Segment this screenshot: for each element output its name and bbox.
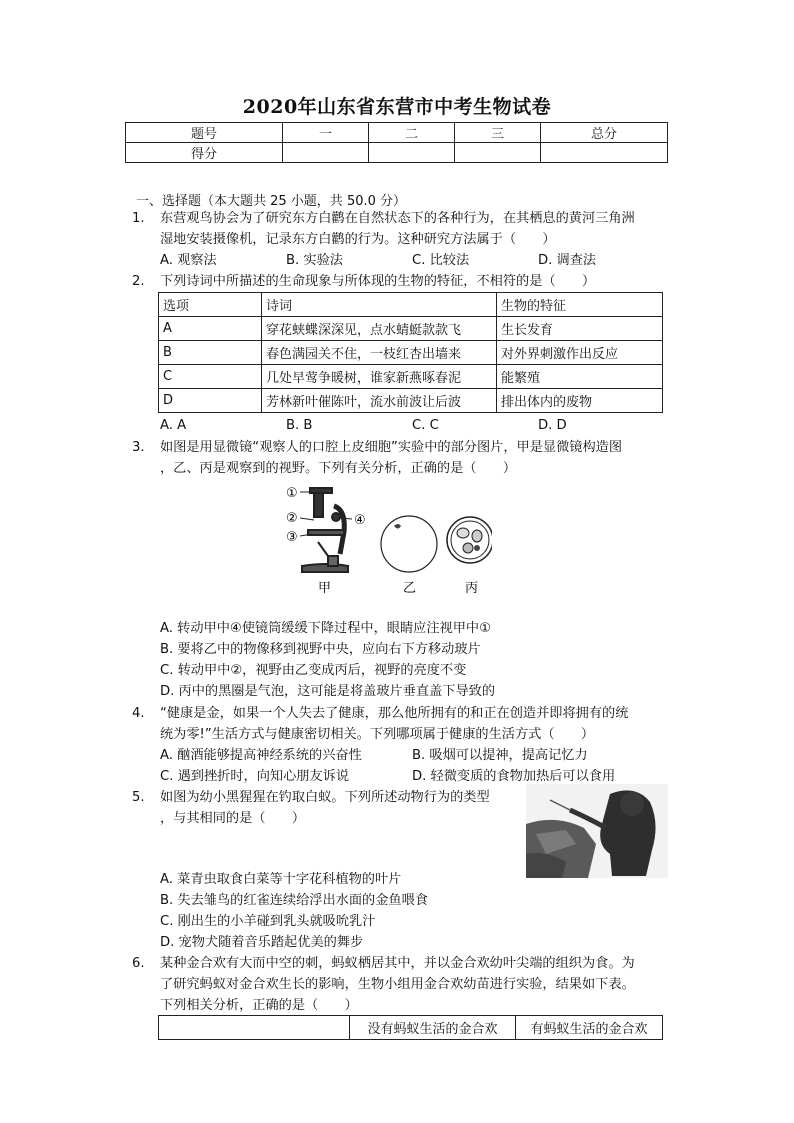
table-cell bbox=[369, 143, 455, 163]
option-c: C. 转动甲中②，视野由乙变成丙后，视野的亮度不变 bbox=[160, 663, 467, 678]
question-text: 下列相关分析，正确的是（ ） bbox=[160, 998, 358, 1013]
table-row bbox=[159, 389, 663, 413]
question-number: 6. bbox=[132, 956, 145, 971]
table-row bbox=[126, 143, 668, 163]
option-d: D. 宠物犬随着音乐踏起优美的舞步 bbox=[160, 935, 364, 950]
table-header: 诗词 bbox=[262, 293, 497, 317]
marker-2: ② bbox=[286, 511, 298, 526]
option-a: A. 观察法 bbox=[160, 253, 217, 268]
option-d: D. D bbox=[538, 418, 567, 433]
table-cell bbox=[455, 143, 541, 163]
question-text: 某种金合欢有大而中空的刺，蚂蚁栖居其中，并以金合欢幼叶尖端的组织为食。为 bbox=[160, 956, 635, 971]
table-cell: 得分 bbox=[126, 143, 283, 163]
table-row bbox=[159, 293, 663, 317]
options bbox=[160, 745, 666, 766]
table-cell: 春色满园关不住，一枝红杏出墙来 bbox=[262, 341, 497, 365]
microscope-figure bbox=[282, 484, 492, 598]
table-cell: 三 bbox=[455, 123, 541, 143]
table-row bbox=[159, 365, 663, 389]
table-cell: C bbox=[159, 365, 262, 389]
table-header: 有蚂蚁生活的金合欢 bbox=[516, 1016, 663, 1040]
table-cell: A bbox=[159, 317, 262, 341]
score-table bbox=[125, 122, 668, 163]
table-cell: 二 bbox=[369, 123, 455, 143]
table-cell bbox=[541, 143, 668, 163]
option-c: C. 遇到挫折时，向知心朋友诉说 bbox=[160, 769, 350, 784]
table-cell: 穿花蛱蝶深深见，点水蜻蜓款款飞 bbox=[262, 317, 497, 341]
chimpanzee-photo bbox=[526, 784, 668, 878]
table-header bbox=[159, 1016, 350, 1040]
question-number: 5. bbox=[132, 790, 145, 805]
option-d: D. 丙中的黑圈是气泡，这可能是将盖玻片垂直盖下导致的 bbox=[160, 684, 496, 699]
table-cell: 生长发育 bbox=[497, 317, 663, 341]
table-cell bbox=[283, 143, 369, 163]
question-number: 3. bbox=[132, 440, 145, 455]
microscope-icon bbox=[302, 488, 348, 572]
table-cell: 能繁殖 bbox=[497, 365, 663, 389]
option-a: A. A bbox=[160, 418, 187, 433]
table-row bbox=[126, 123, 668, 143]
table-header: 没有蚂蚁生活的金合欢 bbox=[350, 1016, 516, 1040]
option-b: B. 吸烟可以提神，提高记忆力 bbox=[412, 748, 588, 763]
field-of-view-bing bbox=[447, 517, 492, 563]
question-5-options bbox=[160, 869, 660, 953]
option-c: C. C bbox=[412, 418, 439, 433]
option-d: D. 轻微变质的食物加热后可以食用 bbox=[412, 769, 616, 784]
table-row bbox=[159, 317, 663, 341]
section-heading: 一、选择题（本大题共 25 小题，共 50.0 分） bbox=[136, 194, 407, 209]
table-cell: 排出体内的废物 bbox=[497, 389, 663, 413]
question-number: 1. bbox=[132, 211, 145, 226]
figure-label-jia: 甲 bbox=[318, 581, 332, 596]
table-row bbox=[159, 1016, 663, 1040]
question-number: 2. bbox=[132, 274, 145, 289]
question-3-options bbox=[160, 618, 680, 702]
table-header: 选项 bbox=[159, 293, 262, 317]
question-text: 东营观鸟协会为了研究东方白鹳在自然状态下的各种行为，在其栖息的黄河三角洲 bbox=[160, 211, 635, 226]
question-text: 如图为幼小黑猩猩在钓取白蚁。下列所述动物行为的类型 bbox=[160, 790, 490, 805]
option-a: A. 转动甲中④使镜筒缓缓下降过程中，眼睛应注视甲中① bbox=[160, 621, 491, 636]
option-a: A. 菜青虫取食白菜等十字花科植物的叶片 bbox=[160, 872, 402, 887]
question-text: 了研究蚂蚁对金合欢生长的影响，生物小组用金合欢幼苗进行实验，结果如下表。 bbox=[160, 977, 635, 992]
option-a: A. 酗酒能够提高神经系统的兴奋性 bbox=[160, 748, 362, 763]
option-c: C. 刚出生的小羊碰到乳头就吸吮乳汁 bbox=[160, 914, 376, 929]
field-of-view-yi bbox=[381, 516, 437, 572]
marker-3: ③ bbox=[286, 530, 298, 545]
option-b: B. 实验法 bbox=[286, 253, 343, 268]
table-cell: 芳林新叶催陈叶，流水前波让后波 bbox=[262, 389, 497, 413]
table-cell: 总分 bbox=[541, 123, 668, 143]
table-header: 生物的特征 bbox=[497, 293, 663, 317]
option-b: B. 要将乙中的物像移到视野中央，应向右下方移动玻片 bbox=[160, 642, 481, 657]
table-cell: 几处早莺争暖树，谁家新燕啄春泥 bbox=[262, 365, 497, 389]
option-c: C. 比较法 bbox=[412, 253, 470, 268]
table-cell: D bbox=[159, 389, 262, 413]
table-cell: B bbox=[159, 341, 262, 365]
question-text: 如图是用显微镜“观察人的口腔上皮细胞”实验中的部分图片，甲是显微镜构造图 bbox=[160, 440, 623, 455]
option-b: B. 失去雏鸟的红雀连续给浮出水面的金鱼喂食 bbox=[160, 893, 428, 908]
question-text: 下列诗词中所描述的生命现象与所体现的生物的特征，不相符的是（ ） bbox=[160, 274, 596, 289]
table-row bbox=[159, 341, 663, 365]
table-cell: 对外界刺激作出反应 bbox=[497, 341, 663, 365]
question-text: “健康是金，如果一个人失去了健康，那么他所拥有的和正在创造并即将拥有的统 bbox=[160, 706, 629, 721]
options bbox=[160, 415, 664, 436]
question-text: 统为零!”生活方式与健康密切相关。下列哪项属于健康的生活方式（ ） bbox=[160, 727, 595, 742]
poem-table bbox=[158, 292, 663, 413]
question-number: 4. bbox=[132, 706, 145, 721]
table-cell: 题号 bbox=[126, 123, 283, 143]
acacia-table bbox=[158, 1015, 663, 1040]
figure-label-bing: 丙 bbox=[465, 581, 479, 596]
marker-1: ① bbox=[286, 486, 298, 501]
option-b: B. B bbox=[286, 418, 313, 433]
question-text: ，与其相同的是（ ） bbox=[160, 811, 306, 826]
page-title: 2020年山东省东营市中考生物试卷 bbox=[242, 96, 552, 118]
option-d: D. 调查法 bbox=[538, 253, 597, 268]
table-cell: 一 bbox=[283, 123, 369, 143]
marker-4: ④ bbox=[354, 513, 366, 528]
question-text: 湿地安装摄像机，记录东方白鹳的行为。这种研究方法属于（ ） bbox=[160, 232, 556, 247]
figure-label-yi: 乙 bbox=[403, 581, 417, 596]
question-text: ，乙、丙是观察到的视野。下列有关分析，正确的是（ ） bbox=[160, 461, 517, 476]
options bbox=[160, 250, 666, 271]
